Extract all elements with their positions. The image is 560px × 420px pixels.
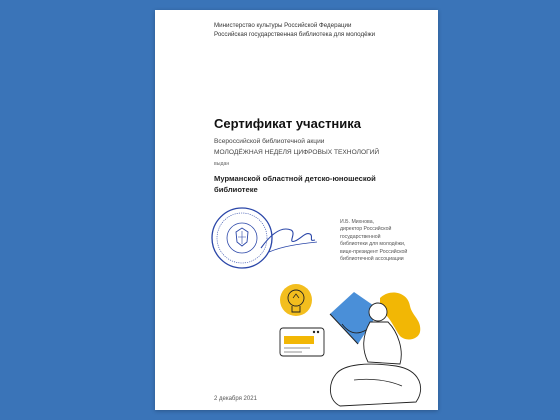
certificate-title: Сертификат участника bbox=[214, 116, 362, 131]
header-ministry: Министерство культуры Российской Федерации bbox=[214, 22, 352, 29]
signer-line: библиотечной ассоциации bbox=[340, 255, 404, 262]
issue-date: 2 декабря 2021 bbox=[214, 396, 257, 402]
signer-line: директор Российской bbox=[340, 226, 392, 233]
lightbulb-icon bbox=[280, 284, 312, 316]
signer-line: вице-президент Российской bbox=[340, 248, 408, 255]
signer-line: И.Б. Михнова, bbox=[340, 219, 375, 225]
recipient-line-1: Мурманской областной детско-юношеской bbox=[214, 174, 376, 183]
header-library: Российская государственная библиотека для молодёжи bbox=[214, 30, 376, 38]
certificate-page bbox=[155, 10, 438, 410]
signer-block bbox=[340, 219, 425, 263]
round-seal-icon bbox=[209, 204, 329, 274]
recipient-line-2: библиотеке bbox=[214, 185, 258, 194]
issued-label: выдан bbox=[214, 161, 230, 167]
signer-line: библиотеки для молодёжи, bbox=[340, 241, 406, 248]
recipient-name bbox=[214, 173, 384, 195]
event-name: МОЛОДЁЖНАЯ НЕДЕЛЯ ЦИФРОВЫХ ТЕХНОЛОГИЙ bbox=[214, 149, 380, 156]
event-subtitle: Всероссийской библиотечной акции bbox=[214, 138, 325, 145]
laptop-icon bbox=[280, 328, 324, 356]
person-reading-illustration bbox=[270, 280, 435, 410]
certificate-header bbox=[214, 22, 375, 40]
signer-line: государственной bbox=[340, 233, 381, 240]
